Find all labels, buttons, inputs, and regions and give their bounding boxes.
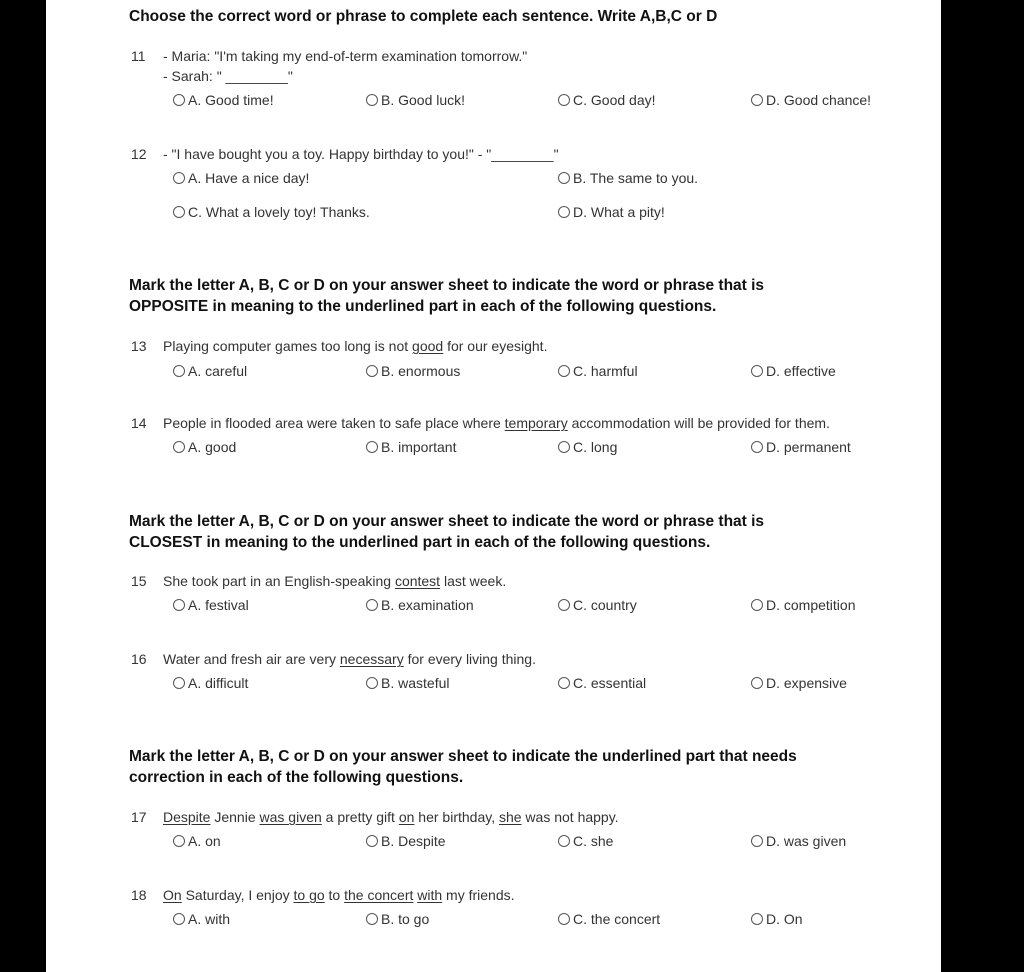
option-c[interactable]: C. essential	[558, 675, 646, 691]
radio-icon[interactable]	[751, 599, 763, 611]
section-instruction: Mark the letter A, B, C or D on your answer sheet to indicate the word or phrase that is OPPOSITE in meaning to the underlined part in each of the following questions.	[129, 277, 765, 315]
option-a[interactable]: A. with	[173, 911, 230, 927]
option-a[interactable]: A. festival	[173, 597, 249, 613]
option-d[interactable]: D. competition	[751, 597, 855, 613]
question-number: 12	[131, 146, 147, 162]
option-c[interactable]: C. the concert	[558, 911, 660, 927]
radio-icon[interactable]	[366, 441, 378, 453]
option-c[interactable]: C. she	[558, 833, 613, 849]
question-text: People in flooded area were taken to safe place where temporary accommodation will be provided for them.	[163, 415, 830, 431]
radio-icon[interactable]	[173, 913, 185, 925]
option-c[interactable]: C. Good day!	[558, 92, 656, 108]
option-a[interactable]: A. Have a nice day!	[173, 170, 309, 186]
underlined-part: she	[498, 809, 522, 825]
underlined-word: temporary	[504, 415, 568, 431]
radio-icon[interactable]	[751, 441, 763, 453]
question-text: Water and fresh air are very necessary for every living thing.	[163, 651, 536, 667]
question-number: 18	[131, 887, 147, 903]
section-instruction: Mark the letter A, B, C or D on your answer sheet to indicate the word or phrase that is CLOSEST in meaning to the underlined part in each of the following questions.	[129, 513, 765, 551]
radio-icon[interactable]	[558, 677, 570, 689]
radio-icon[interactable]	[366, 365, 378, 377]
option-d[interactable]: D. expensive	[751, 675, 847, 691]
option-d[interactable]: D. On	[751, 911, 803, 927]
radio-icon[interactable]	[558, 206, 570, 218]
radio-icon[interactable]	[558, 365, 570, 377]
radio-icon[interactable]	[173, 677, 185, 689]
underlined-word: good	[412, 338, 444, 354]
worksheet-page	[46, 0, 941, 972]
radio-icon[interactable]	[173, 835, 185, 847]
option-d[interactable]: D. Good chance!	[751, 92, 871, 108]
underlined-part: the concert	[344, 887, 414, 903]
radio-icon[interactable]	[173, 206, 185, 218]
radio-icon[interactable]	[558, 172, 570, 184]
option-c[interactable]: C. long	[558, 439, 617, 455]
question-number: 14	[131, 415, 147, 431]
option-d[interactable]: D. permanent	[751, 439, 851, 455]
option-c[interactable]: C. country	[558, 597, 637, 613]
question-number: 11	[131, 48, 146, 64]
option-a[interactable]: A. difficult	[173, 675, 248, 691]
option-b[interactable]: B. wasteful	[366, 675, 449, 691]
radio-icon[interactable]	[173, 94, 185, 106]
radio-icon[interactable]	[173, 365, 185, 377]
question-text: Playing computer games too long is not good for our eyesight.	[163, 338, 548, 354]
radio-icon[interactable]	[751, 94, 763, 106]
underlined-part: Despite	[163, 809, 211, 825]
option-b[interactable]: B. The same to you.	[558, 170, 698, 186]
option-d[interactable]: D. effective	[751, 363, 836, 379]
section-instruction: Mark the letter A, B, C or D on your answer sheet to indicate the underlined part that needs correction in each of the following questions.	[129, 748, 797, 786]
radio-icon[interactable]	[173, 172, 185, 184]
radio-icon[interactable]	[751, 365, 763, 377]
underlined-part: on	[398, 809, 415, 825]
radio-icon[interactable]	[366, 913, 378, 925]
radio-icon[interactable]	[366, 599, 378, 611]
option-a[interactable]: A. careful	[173, 363, 247, 379]
question-text: She took part in an English-speaking contest last week.	[163, 573, 507, 589]
question-number: 16	[131, 651, 147, 667]
underlined-word: necessary	[339, 651, 404, 667]
radio-icon[interactable]	[558, 913, 570, 925]
radio-icon[interactable]	[558, 94, 570, 106]
option-d[interactable]: D. What a pity!	[558, 204, 665, 220]
radio-icon[interactable]	[751, 913, 763, 925]
question-number: 13	[131, 338, 147, 354]
radio-icon[interactable]	[558, 599, 570, 611]
option-b[interactable]: B. important	[366, 439, 456, 455]
underlined-part: to go	[293, 887, 325, 903]
option-d[interactable]: D. was given	[751, 833, 846, 849]
question-text: On Saturday, I enjoy to go to the concert with my friends.	[163, 887, 515, 903]
underlined-part: On	[163, 887, 182, 903]
option-b[interactable]: B. Good luck!	[366, 92, 465, 108]
radio-icon[interactable]	[173, 599, 185, 611]
option-b[interactable]: B. to go	[366, 911, 429, 927]
radio-icon[interactable]	[751, 677, 763, 689]
question-number: 17	[131, 809, 147, 825]
question-number: 15	[131, 573, 147, 589]
radio-icon[interactable]	[366, 835, 378, 847]
question-text: - Maria: "I'm taking my end-of-term examination tomorrow."	[163, 48, 528, 64]
underlined-word: contest	[394, 573, 441, 589]
option-a[interactable]: A. Good time!	[173, 92, 274, 108]
underlined-part: with	[417, 887, 443, 903]
option-c[interactable]: C. What a lovely toy! Thanks.	[173, 204, 370, 220]
section-instruction: Choose the correct word or phrase to complete each sentence. Write A,B,C or D	[129, 8, 718, 25]
radio-icon[interactable]	[366, 94, 378, 106]
option-c[interactable]: C. harmful	[558, 363, 638, 379]
radio-icon[interactable]	[751, 835, 763, 847]
question-text: - "I have bought you a toy. Happy birthday to you!" - "________"	[163, 146, 559, 162]
radio-icon[interactable]	[558, 441, 570, 453]
option-a[interactable]: A. good	[173, 439, 236, 455]
underlined-part: was given	[259, 809, 322, 825]
question-text: - Sarah: " ________"	[163, 68, 293, 84]
radio-icon[interactable]	[173, 441, 185, 453]
option-b[interactable]: B. Despite	[366, 833, 446, 849]
radio-icon[interactable]	[558, 835, 570, 847]
radio-icon[interactable]	[366, 677, 378, 689]
option-a[interactable]: A. on	[173, 833, 221, 849]
option-b[interactable]: B. enormous	[366, 363, 460, 379]
option-b[interactable]: B. examination	[366, 597, 474, 613]
question-text: Despite Jennie was given a pretty gift on her birthday, she was not happy.	[163, 809, 619, 825]
